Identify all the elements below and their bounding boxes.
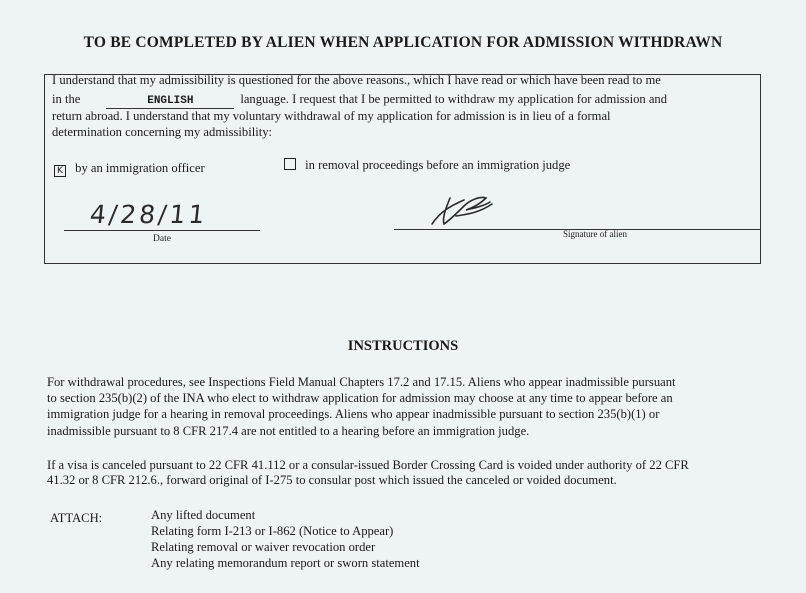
attach-item: Relating removal or waiver revocation order: [151, 540, 376, 554]
language-field[interactable]: ENGLISH: [106, 95, 234, 109]
instructions-para-1-line-4: inadmissible pursuant to 8 CFR 217.4 are not entitled to a hearing before an immigration judge.: [47, 424, 530, 438]
instructions-heading: INSTRUCTIONS: [347, 338, 459, 354]
handwritten-date: 4/28/11: [88, 200, 209, 229]
attach-label: ATTACH:: [50, 511, 103, 525]
statement-line-1: I understand that my admissibility is questioned for the above reasons., which I have read or which have been read to me: [52, 73, 661, 87]
statement-line-4: determination concerning my admissibility:: [52, 125, 272, 139]
option-label: by an immigration officer: [75, 161, 205, 175]
checkbox-unchecked[interactable]: [284, 158, 296, 170]
instructions-para-1-line-3: immigration judge for a hearing in removal proceedings. Aliens who appear inadmissible pursuant to section 235(b)(1) or: [47, 407, 660, 421]
date-label: Date: [153, 234, 171, 244]
statement-line-2-suffix: language. I request that I be permitted to withdraw my application for admission and: [240, 92, 668, 106]
statement-line-2: [52, 91, 667, 109]
date-line: [64, 230, 260, 231]
option-label: in removal proceedings before an immigration judge: [305, 158, 571, 172]
signature-mark: [420, 190, 510, 230]
attach-item: Any lifted document: [151, 508, 256, 522]
option-removal-proceedings[interactable]: [284, 157, 570, 173]
statement-line-2-prefix: in the: [52, 92, 81, 106]
instructions-para-2-line-2: 41.32 or 8 CFR 212.6., forward original of I-275 to consular post which issued the canceled or voided document.: [47, 473, 617, 487]
attach-item: Any relating memorandum report or sworn statement: [151, 556, 420, 570]
instructions-para-1-line-2: to section 235(b)(2) of the INA who elect to withdraw application for admission may choose at any time to appear before an: [47, 391, 673, 405]
instructions-para-2-line-1: If a visa is canceled pursuant to 22 CFR 41.112 or a consular-issued Border Crossing Card is voided under authority of 22 CFR: [47, 458, 689, 472]
checkbox-checked[interactable]: K: [54, 165, 66, 177]
signature-label: Signature of alien: [563, 229, 627, 239]
attach-item: Relating form I-213 or I-862 (Notice to Appear): [151, 524, 394, 538]
form-section-title: TO BE COMPLETED BY ALIEN WHEN APPLICATION FOR ADMISSION WITHDRAWN: [83, 34, 723, 51]
instructions-para-1-line-1: For withdrawal procedures, see Inspections Field Manual Chapters 17.2 and 17.15. Aliens who appear inadmissible pursuant: [47, 375, 676, 389]
option-immigration-officer[interactable]: [54, 160, 205, 177]
statement-line-3: return abroad. I understand that my voluntary withdrawal of my application for admission is in lieu of a formal: [52, 109, 611, 123]
